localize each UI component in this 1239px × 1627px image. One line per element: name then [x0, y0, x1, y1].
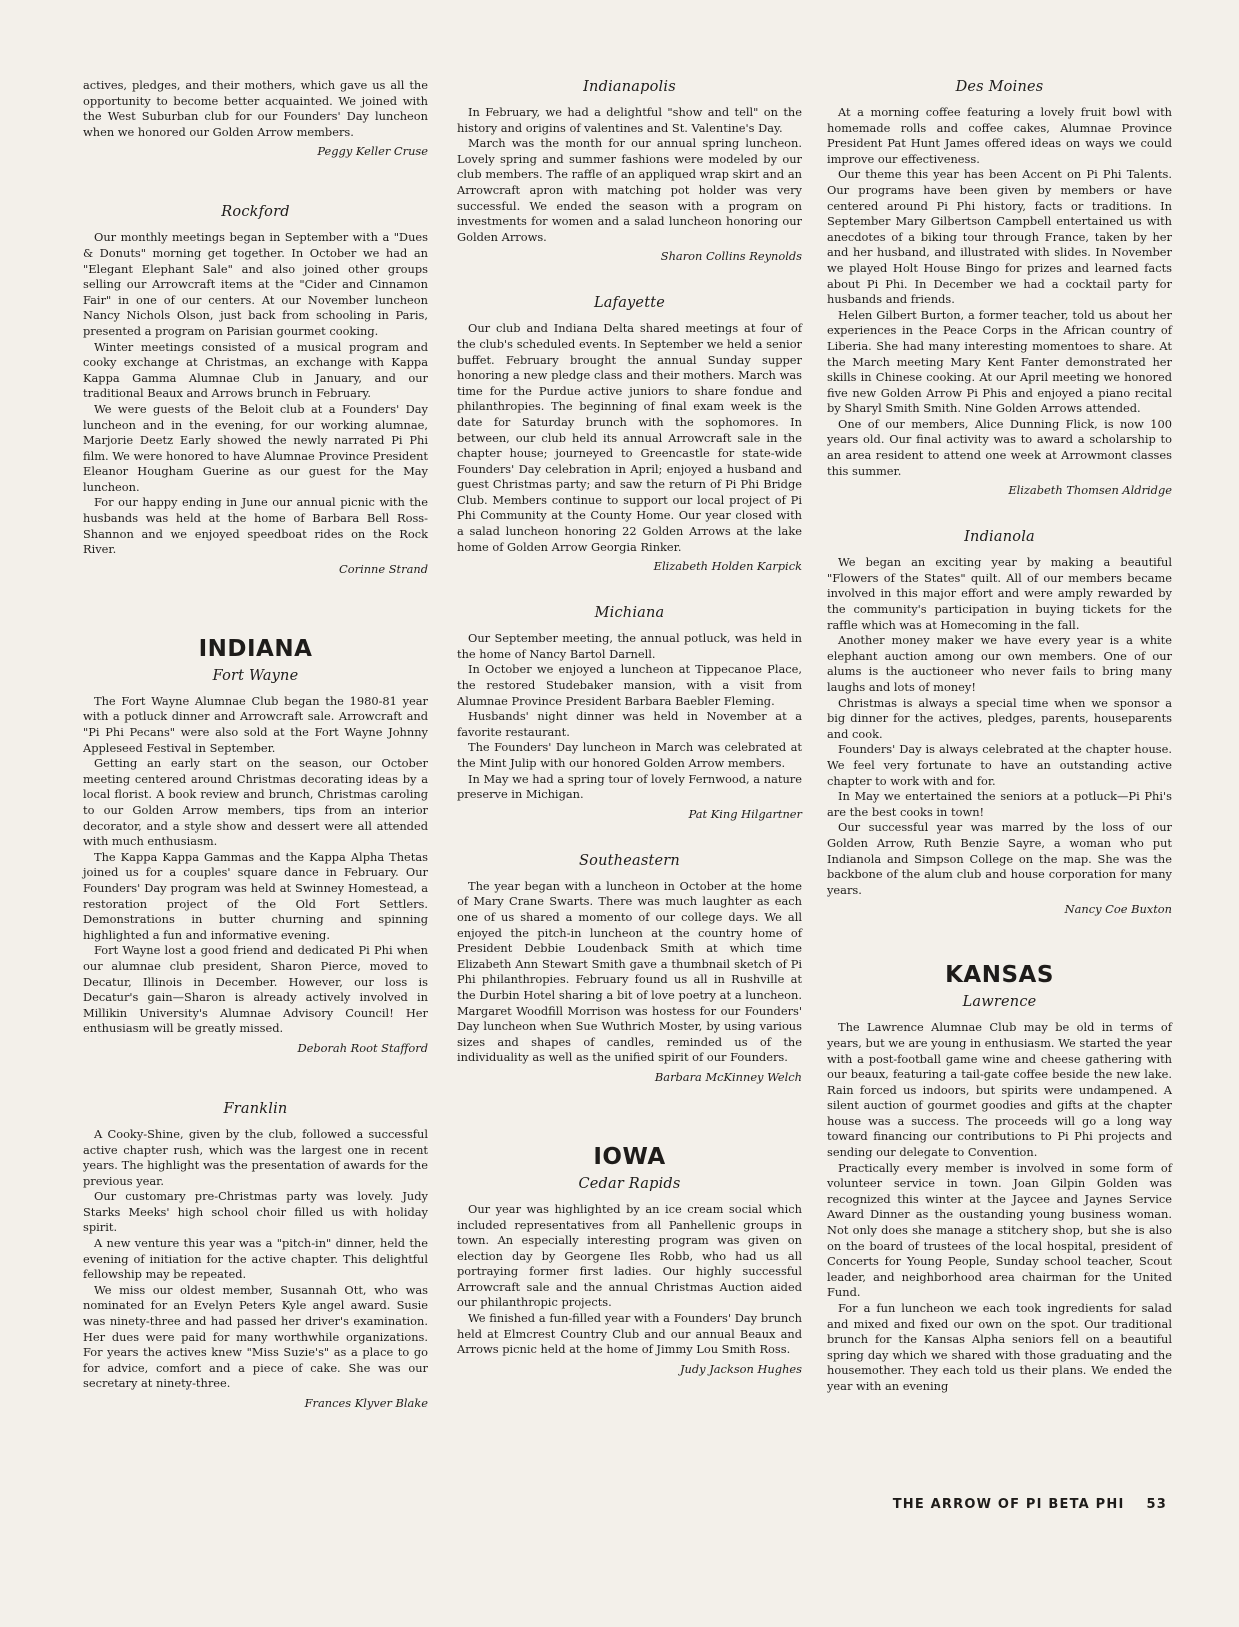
franklin-signature: Frances Klyver Blake [304, 1396, 428, 1410]
state-heading-indiana: INDIANA [198, 635, 313, 662]
indianapolis-signature: Sharon Collins Reynolds [660, 249, 802, 264]
indianapolis-para-2: March was the month for our annual spring luncheon. Lovely spring and summer fashions were modeled by our club members. The raffle of an appliqued wrap skirt and an Arrowcraft apron with matching pot holder was very successful. We ended the season with a program on investments for women and a salad luncheon honoring our Golden Arrows. [457, 136, 802, 244]
indianola-para-1: We began an exciting year by making a beautiful "Flowers of the States" quilt. All of our members became involved in this major effort and were amply rewarded by the community's participation in buying tickets for the raffle which was at Homecoming in the fall. [827, 555, 1172, 632]
fort-wayne-para-4: Fort Wayne lost a good friend and dedicated Pi Phi when our alumnae club president, Sharon Pierce, moved to Decatur, Illinois in December. However, our loss is Decatur's gain—Sharon is already actively involved in Millikin University's Alumnae Advisory Council! Her enthusiasm will be greatly missed. [83, 943, 428, 1036]
cedar-rapids-signature: Judy Jackson Hughes [679, 1361, 802, 1376]
franklin-para-3: A new venture this year was a "pitch-in" dinner, held the evening of initiation for the active chapter. This delightful fellowship may be repeated. [83, 1236, 428, 1282]
lafayette-signature: Elizabeth Holden Karpick [653, 559, 802, 574]
indianola-signature: Nancy Coe Buxton [1064, 902, 1172, 917]
indianola-para-3: Christmas is always a special time when we sponsor a big dinner for the actives, pledges, parents, houseparents and cook. [827, 695, 1172, 741]
franklin-para-2: Our customary pre-Christmas party was lovely. Judy Starks Meeks' high school choir filled us with holiday spirit. [83, 1189, 428, 1235]
heading-lafayette: Lafayette [593, 295, 666, 312]
fort-wayne-para-2: Getting an early start on the season, our October meeting centered around Christmas decorating ideas by a local florist. A book review and brunch, Christmas caroling to our Golden Arrow members, tips from an interior decorator, and a style show and dessert were all attended with much enthusiasm. [83, 756, 428, 849]
intro-signature: Peggy Keller Cruse [317, 144, 428, 159]
rockford-para-1: Our monthly meetings began in September with a "Dues & Donuts" morning get together. In October we had an "Elegant Elephant Sale" and also joined other groups selling our Arrowcraft items at the "Cider and Cinnamon Fair" in one of our centers. At our November luncheon Nancy Nichols Olson, just back from schooling in Paris, presented a program on Parisian gourmet cooking. [83, 230, 428, 338]
franklin-para-4: We miss our oldest member, Susannah Ott, who was nominated for an Evelyn Peters Kyle angel award. Susie was ninety-three and had passed her driver's examination. Her dues were paid for many worthwhile organizations. For years the actives knew "Miss Suzie's" as a place to go for advice, comfort and a piece of cake. She was our secretary at ninety-three. [83, 1282, 428, 1391]
des-moines-para-4: One of our members, Alice Dunning Flick, is now 100 years old. Our final activity was to award a scholarship to an area resident to attend one week at Arrowmont classes this summer. [827, 416, 1172, 478]
column-left [83, 78, 428, 1411]
southeastern-para-1: The year began with a luncheon in October at the home of Mary Crane Swarts. There was much laughter as each one of us shared a momento of our college days. We all enjoyed the pitch-in luncheon at the country home of President Debbie Loudenback Smith at which time Elizabeth Ann Stewart Smith gave a thumbnail sketch of Pi Phi philanthropies. February found us all in Rushville at the Durbin Hotel sharing a bit of love poetry at a luncheon. Margaret Woodfill Morrison was hostess for our Founders' Day luncheon when Sue Wuthrich Moster, by using various sizes and shapes of candles, reminded us of the individuality as well as the unified spirit of our Founders. [457, 878, 802, 1065]
heading-cedar-rapids: Cedar Rapids [578, 1175, 681, 1192]
lawrence-para-3: For a fun luncheon we each took ingredients for salad and mixed and fixed our own on the spot. Our traditional brunch for the Kansas Alpha seniors fell on a beautiful spring day which we shared with those graduating and the housemother. They each told us their plans. We ended the year with an evening [827, 1301, 1172, 1393]
heading-michiana: Michiana [594, 605, 665, 622]
heading-franklin: Franklin [223, 1100, 288, 1117]
lawrence-para-2: Practically every member is involved in some form of volunteer service in town. Joan Gilpin Golden was recognized this winter at the Jaycee and Jaynes Service Award Dinner as the oustanding young business woman. Not only does she manage a stitchery shop, but she is also on the board of trustees of the local hospital, president of Concerts for Young People, Sunday school teacher, Scout leader, and neighborhood area chairman for the United Fund. [827, 1160, 1172, 1300]
heading-rockford: Rockford [221, 204, 290, 221]
heading-fort-wayne: Fort Wayne [212, 667, 299, 684]
michiana-para-1: Our September meeting, the annual potluck, was held in the home of Nancy Bartol Darnell. [457, 631, 802, 661]
lawrence-para-1: The Lawrence Alumnae Club may be old in terms of years, but we are young in enthusiasm. We started the year with a post-football game wine and cheese gathering with our beaux, featuring a tail-gate coffee beside the new lake. Rain forced us indoors, but spirits were undampened. A silent auction of gourmet goodies and gifts at the chapter house was a success. The proceeds will go a long way toward financing our contributions to Pi Phi projects and sending our delegate to Convention. [827, 1020, 1172, 1160]
fort-wayne-signature: Deborah Root Stafford [297, 1040, 428, 1055]
indianola-para-5: In May we entertained the seniors at a potluck—Pi Phi's are the best cooks in town! [827, 789, 1172, 819]
heading-indianola: Indianola [964, 529, 1035, 546]
heading-des-moines: Des Moines [955, 79, 1044, 95]
michiana-para-3: Husbands' night dinner was held in November at a favorite restaurant. [457, 709, 802, 739]
des-moines-para-3: Helen Gilbert Burton, a former teacher, told us about her experiences in the Peace Corps in the African country of Liberia. She had many interesting momentoes to share. At the March meeting Mary Kent Fanter demonstrated her skills in Chinese cooking. At our April meeting we honored five new Golden Arrow Pi Phis and enjoyed a piano recital by Sharyl Smith Smith. Nine Golden Arrows attended. [827, 307, 1172, 416]
indianola-para-2: Another money maker we have every year is a white elephant auction among our own members. One of our alums is the auctioneer who never fails to bring many laughs and lots of money! [827, 633, 1172, 694]
michiana-para-2: In October we enjoyed a luncheon at Tippecanoe Place, the restored Studebaker mansion, with a visit from Alumnae Province President Barbara Baebler Fleming. [457, 662, 802, 708]
cedar-rapids-para-2: We finished a fun-filled year with a Founders' Day brunch held at Elmcrest Country Club and our annual Beaux and Arrows picnic held at the home of Jimmy Lou Smith Ross. [457, 1311, 802, 1357]
rockford-para-3: We were guests of the Beloit club at a Founders' Day luncheon and in the evening, for our working alumnae, Marjorie Deetz Early showed the newly narrated Pi Phi film. We were honored to have Alumnae Province President Eleanor Hougham Guerine as our guest for the May luncheon. [83, 401, 428, 494]
rockford-para-4: For our happy ending in June our annual picnic with the husbands was held at the home of Barbara Bell Ross-Shannon and we enjoyed speedboat rides on the Rock River. [83, 495, 428, 557]
rockford-para-2: Winter meetings consisted of a musical program and cooky exchange at Christmas, an exchange with Kappa Kappa Gamma Alumnae Club in January, and our traditional Beaux and Arrows brunch in February. [83, 339, 428, 401]
lafayette-para-1: Our club and Indiana Delta shared meetings at four of the club's scheduled events. In September we held a senior buffet. February brought the annual Sunday supper honoring a new pledge class and their mothers. March was time for the Purdue active juniors to share fondue and philanthropies. The beginning of final exam week is the date for Saturday brunch with the sophomores. In between, our club held its annual Arrowcraft sale in the chapter house; journeyed to Greencastle for state-wide Founders' Day celebration in April; enjoyed a husband and guest Christmas party; and saw the return of Pi Phi Bridge Club. Members continue to support our local project of Pi Phi Community at the County Home. Our year closed with a salad luncheon honoring 22 Golden Arrows at the lake home of Golden Arrow Georgia Rinker. [457, 321, 802, 554]
southeastern-signature: Barbara McKinney Welch [654, 1069, 802, 1084]
des-moines-para-1: At a morning coffee featuring a lovely fruit bowl with homemade rolls and coffee cakes, Alumnae Province President Pat Hunt James offered ideas on ways we could improve our effectiveness. [827, 105, 1172, 166]
franklin-para-1: A Cooky-Shine, given by the club, followed a successful active chapter rush, which was the largest one in recent years. The highlight was the presentation of awards for the previous year. [83, 1126, 428, 1188]
publication-title: THE ARROW OF PI BETA PHI [892, 1497, 1125, 1512]
column-right [827, 78, 1172, 1395]
state-heading-iowa: IOWA [593, 1143, 666, 1170]
indianapolis-para-1: In February, we had a delightful "show and tell" on the history and origins of valentines and St. Valentine's Day. [457, 105, 802, 135]
michiana-para-5: In May we had a spring tour of lovely Fernwood, a nature preserve in Michigan. [457, 771, 802, 802]
page-footer [893, 1497, 1167, 1512]
fort-wayne-para-1: The Fort Wayne Alumnae Club began the 1980-81 year with a potluck dinner and Arrowcraft sale. Arrowcraft and "Pi Phi Pecans" were also sold at the Fort Wayne Johnny Appleseed Festival in September. [83, 693, 428, 755]
fort-wayne-para-3: The Kappa Kappa Gammas and the Kappa Alpha Thetas joined us for a couples' square dance in February. Our Founders' Day program was held at Swinney Homestead, a restoration project of the Old Fort Settlers. Demonstrations in butter churning and spinning highlighted a fun and informative evening. [83, 849, 428, 942]
intro-paragraph: actives, pledges, and their mothers, which gave us all the opportunity to become better acquainted. We joined with the West Suburban club for our Founders' Day luncheon when we honored our Golden Arrow members. [83, 78, 428, 139]
heading-lawrence: Lawrence [962, 994, 1037, 1011]
indianola-para-4: Founders' Day is always celebrated at the chapter house. We feel very fortunate to have an outstanding active chapter to work with and for. [827, 742, 1172, 788]
heading-indianapolis: Indianapolis [583, 79, 676, 95]
michiana-para-4: The Founders' Day luncheon in March was celebrated at the Mint Julip with our honored Golden Arrow members. [457, 740, 802, 770]
rockford-signature: Corinne Strand [339, 561, 428, 576]
state-heading-kansas: KANSAS [945, 962, 1054, 989]
des-moines-signature: Elizabeth Thomsen Aldridge [1008, 483, 1172, 498]
heading-southeastern: Southeastern [579, 852, 680, 869]
michiana-signature: Pat King Hilgartner [688, 806, 802, 821]
page-number: 53 [1146, 1497, 1167, 1512]
indianola-para-6: Our successful year was marred by the loss of our Golden Arrow, Ruth Benzie Sayre, a woman who put Indianola and Simpson College on the map. She was the backbone of the alum club and house corporation for many years. [827, 820, 1172, 897]
cedar-rapids-para-1: Our year was highlighted by an ice cream social which included representatives from all Panhellenic groups in town. An especially interesting program was given on election day by Georgene Iles Robb, who had us all portraying former first ladies. Our highly successful Arrowcraft sale and the annual Christmas Auction aided our philanthropic projects. [457, 1201, 802, 1310]
des-moines-para-2: Our theme this year has been Accent on Pi Phi Talents. Our programs have been given by members or have centered around Pi Phi history, facts or traditions. In September Mary Gilbertson Campbell entertained us with anecdotes of a biking tour through France, taken by her and her husband, and illustrated with slides. In November we played Holt House Bingo for prizes and learned facts about Pi Phi. In December we had a cocktail party for husbands and friends. [827, 167, 1172, 307]
column-middle [457, 78, 802, 1377]
